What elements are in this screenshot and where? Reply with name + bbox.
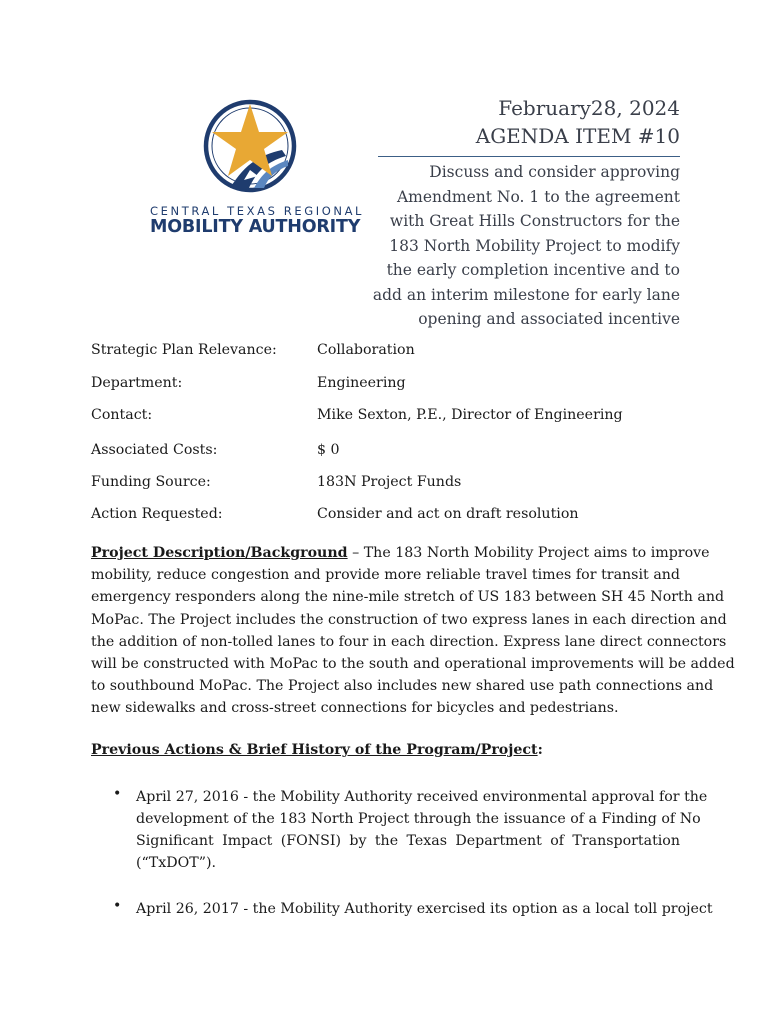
- list-item-line: Significant Impact (FONSI) by the Texas Department of Transportation: [136, 833, 680, 849]
- info-value: Collaboration: [317, 342, 415, 358]
- info-value: Mike Sexton, P.E., Director of Engineering: [317, 407, 623, 423]
- agenda-subject: [370, 160, 680, 332]
- info-label: Strategic Plan Relevance:: [91, 342, 277, 358]
- paragraph-line: will be constructed with MoPac to the south and operational improvements will be added: [91, 656, 735, 673]
- list-item-line: (“TxDOT”).: [136, 855, 217, 871]
- paragraph-line: [91, 542, 710, 564]
- subject-line: with Great Hills Constructors for the: [389, 212, 680, 230]
- info-value: Consider and act on draft resolution: [317, 506, 579, 522]
- list-item-line: April 26, 2017 - the Mobility Authority exercised its option as a local toll project: [136, 901, 713, 917]
- info-value: $ 0: [317, 442, 340, 458]
- paragraph-line: to southbound MoPac. The Project also includes new shared use path connections and: [91, 678, 714, 695]
- previous-actions-heading: [91, 742, 543, 758]
- list-item-line: April 27, 2016 - the Mobility Authority received environmental approval for the: [136, 789, 708, 805]
- subject-line: Amendment No. 1 to the agreement: [396, 187, 680, 206]
- info-label: Action Requested:: [91, 506, 223, 522]
- subject-line: 183 North Mobility Project to modify: [389, 236, 680, 255]
- subject-line: Discuss and consider approving: [429, 163, 680, 181]
- info-label: Contact:: [91, 407, 153, 423]
- mobility-authority-logo: [150, 96, 365, 246]
- paragraph-text: – The 183 North Mobility Project aims to improve: [347, 545, 710, 561]
- subject-line: opening and associated incentive: [418, 310, 680, 328]
- subject-line: add an interim milestone for early lane: [372, 285, 680, 304]
- project-description-heading: Project Description/Background: [91, 545, 348, 561]
- subject-line: the early completion incentive and to: [386, 261, 680, 279]
- list-item: [136, 786, 708, 874]
- bullet-icon: •: [113, 898, 122, 914]
- bullet-icon: •: [113, 786, 122, 802]
- list-item-line: development of the 183 North Project through the issuance of a Finding of No: [136, 811, 701, 827]
- paragraph-line: the addition of non-tolled lanes to four in each direction. Express lane direct connectors: [91, 633, 727, 650]
- paragraph-line: MoPac. The Project includes the construction of two express lanes in each direction and: [91, 611, 727, 628]
- logo-text-line1: CENTRAL TEXAS REGIONAL: [150, 204, 365, 218]
- header-divider: [378, 156, 680, 157]
- paragraph-line: new sidewalks and cross-street connections for bicycles and pedestrians.: [91, 700, 619, 717]
- meeting-date: February28, 2024: [498, 96, 680, 120]
- info-label: Department:: [91, 375, 183, 391]
- info-label: Associated Costs:: [91, 442, 218, 458]
- heading-colon: :: [537, 742, 543, 758]
- project-description-paragraph: [91, 542, 735, 720]
- paragraph-line: emergency responders along the nine-mile stretch of US 183 between SH 45 North and: [91, 589, 725, 606]
- logo-text-line2: MOBILITY AUTHORITY: [150, 217, 361, 237]
- star-road-icon: [200, 96, 300, 196]
- list-item: [136, 898, 713, 920]
- paragraph-line: mobility, reduce congestion and provide more reliable travel times for transit and: [91, 567, 680, 584]
- info-value: Engineering: [317, 375, 406, 391]
- previous-actions-heading-text: Previous Actions & Brief History of the Program/Project: [91, 742, 538, 758]
- info-label: Funding Source:: [91, 474, 211, 490]
- info-value: 183N Project Funds: [317, 474, 462, 490]
- agenda-item-number: AGENDA ITEM #10: [475, 124, 680, 148]
